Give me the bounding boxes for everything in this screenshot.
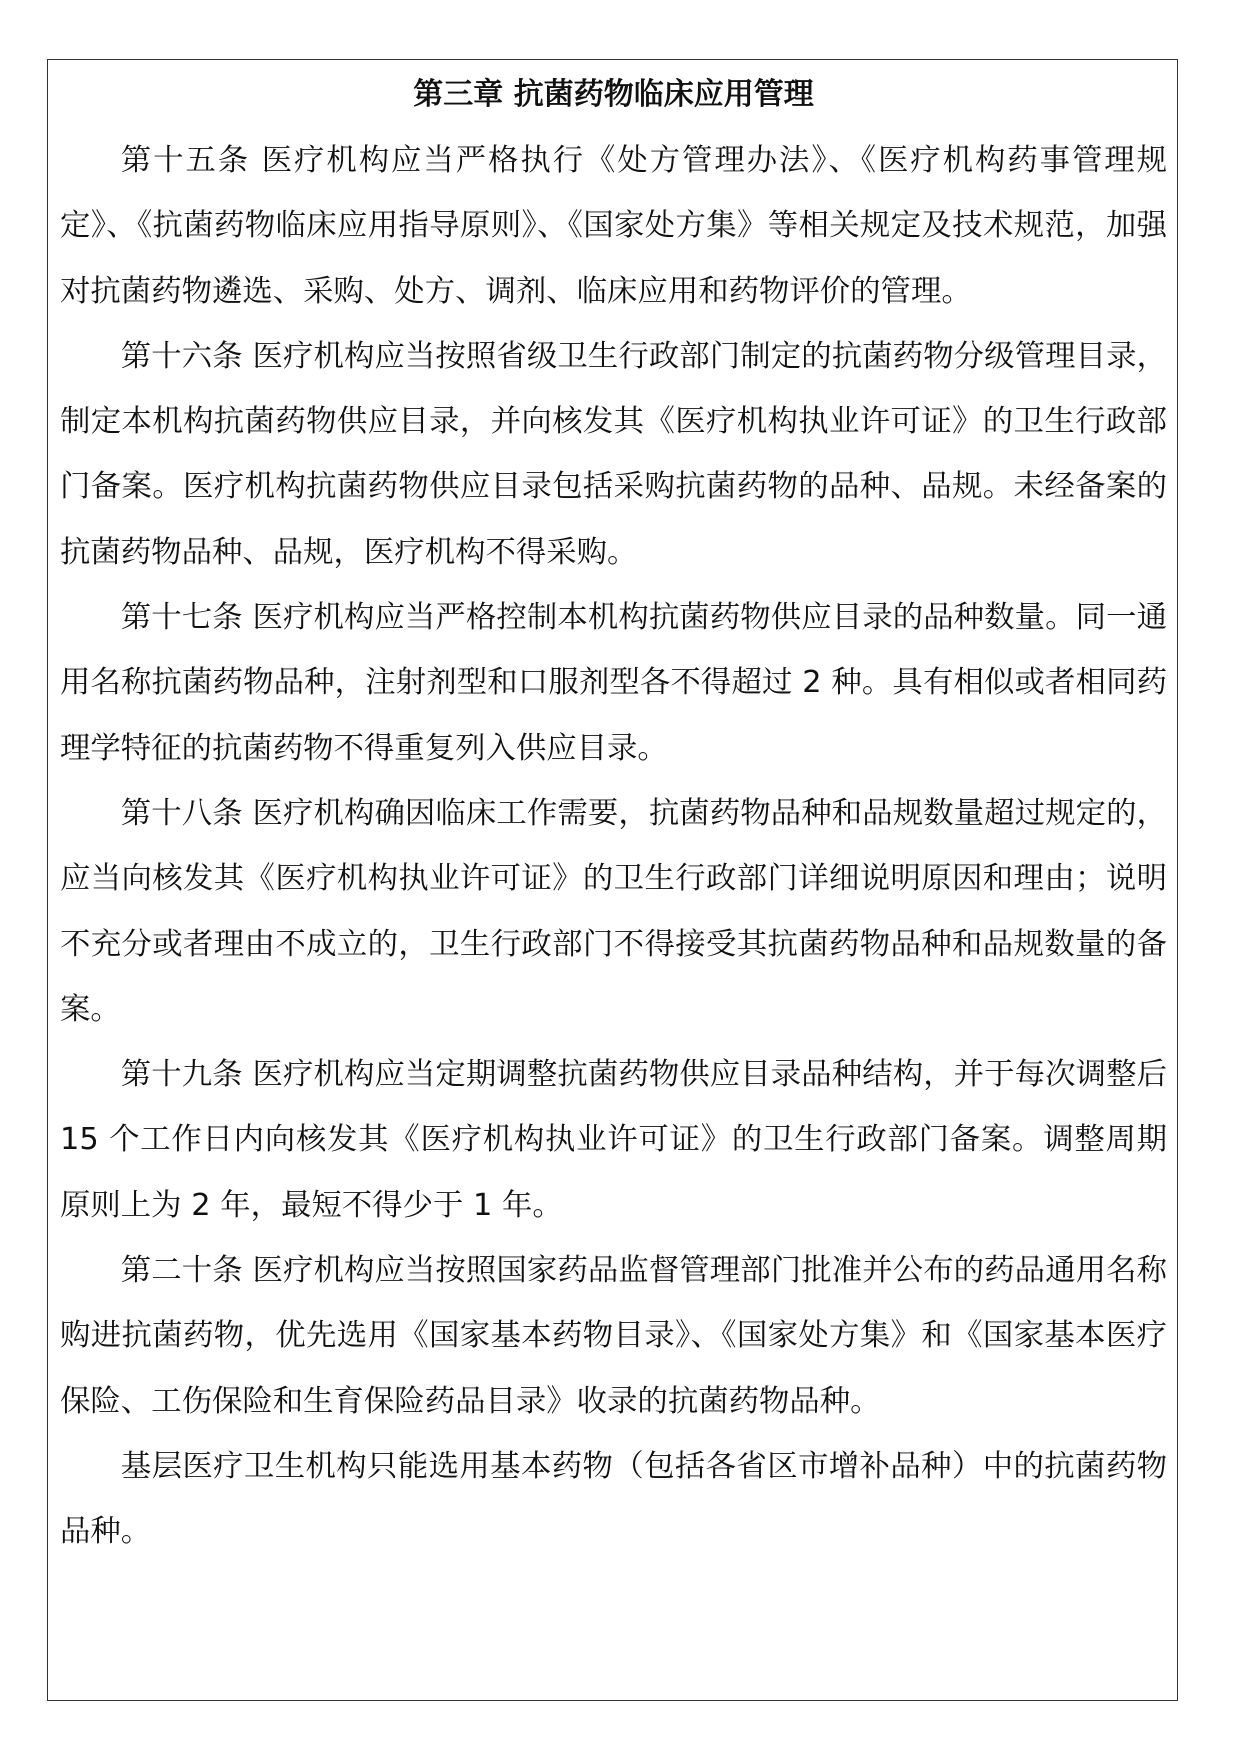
article-20-paragraph-2: 基层医疗卫生机构只能选用基本药物（包括各省区市增补品种）中的抗菌药物品种。 (60, 1448, 1167, 1550)
article-19: 第十九条 医疗机构应当定期调整抗菌药物供应目录品种结构，并于每次调整后 15 个工作日内向核发其《医疗机构执业许可证》的卫生行政部门备案。调整周期原则上为 2 年，最短不得少于 1 年。 (60, 1057, 1167, 1223)
article-20: 第二十条 医疗机构应当按照国家药品监督管理部门批准并公布的药品通用名称购进抗菌药物，优先选用《国家基本药物目录》、《国家处方集》和《国家基本医疗保险、工伤保险和生育保险药品目录》收录的抗菌药物品种。 (60, 1253, 1167, 1419)
article-16: 第十六条 医疗机构应当按照省级卫生行政部门制定的抗菌药物分级管理目录，制定本机构抗菌药物供应目录，并向核发其《医疗机构执业许可证》的卫生行政部门备案。医疗机构抗菌药物供应目录包括采购抗菌药物的品种、品规。未经备案的抗菌药物品种、品规，医疗机构不得采购。 (60, 338, 1167, 570)
article-15: 第十五条 医疗机构应当严格执行《处方管理办法》、《医疗机构药事管理规定》、《抗菌药物临床应用指导原则》、《国家处方集》等相关规定及技术规范，加强对抗菌药物遴选、采购、处方、调剂、临床应用和药物评价的管理。 (60, 143, 1167, 309)
document-frame (47, 59, 1178, 1701)
chapter-title: 第三章 抗菌药物临床应用管理 (413, 77, 814, 112)
article-17: 第十七条 医疗机构应当严格控制本机构抗菌药物供应目录的品种数量。同一通用名称抗菌药物品种，注射剂型和口服剂型各不得超过 2 种。具有相似或者相同药理学特征的抗菌药物不得重复列入供应目录。 (60, 600, 1167, 766)
article-18: 第十八条 医疗机构确因临床工作需要，抗菌药物品种和品规数量超过规定的，应当向核发其《医疗机构执业许可证》的卫生行政部门详细说明原因和理由；说明不充分或者理由不成立的，卫生行政部门不得接受其抗菌药物品种和品规数量的备案。 (60, 795, 1167, 1027)
